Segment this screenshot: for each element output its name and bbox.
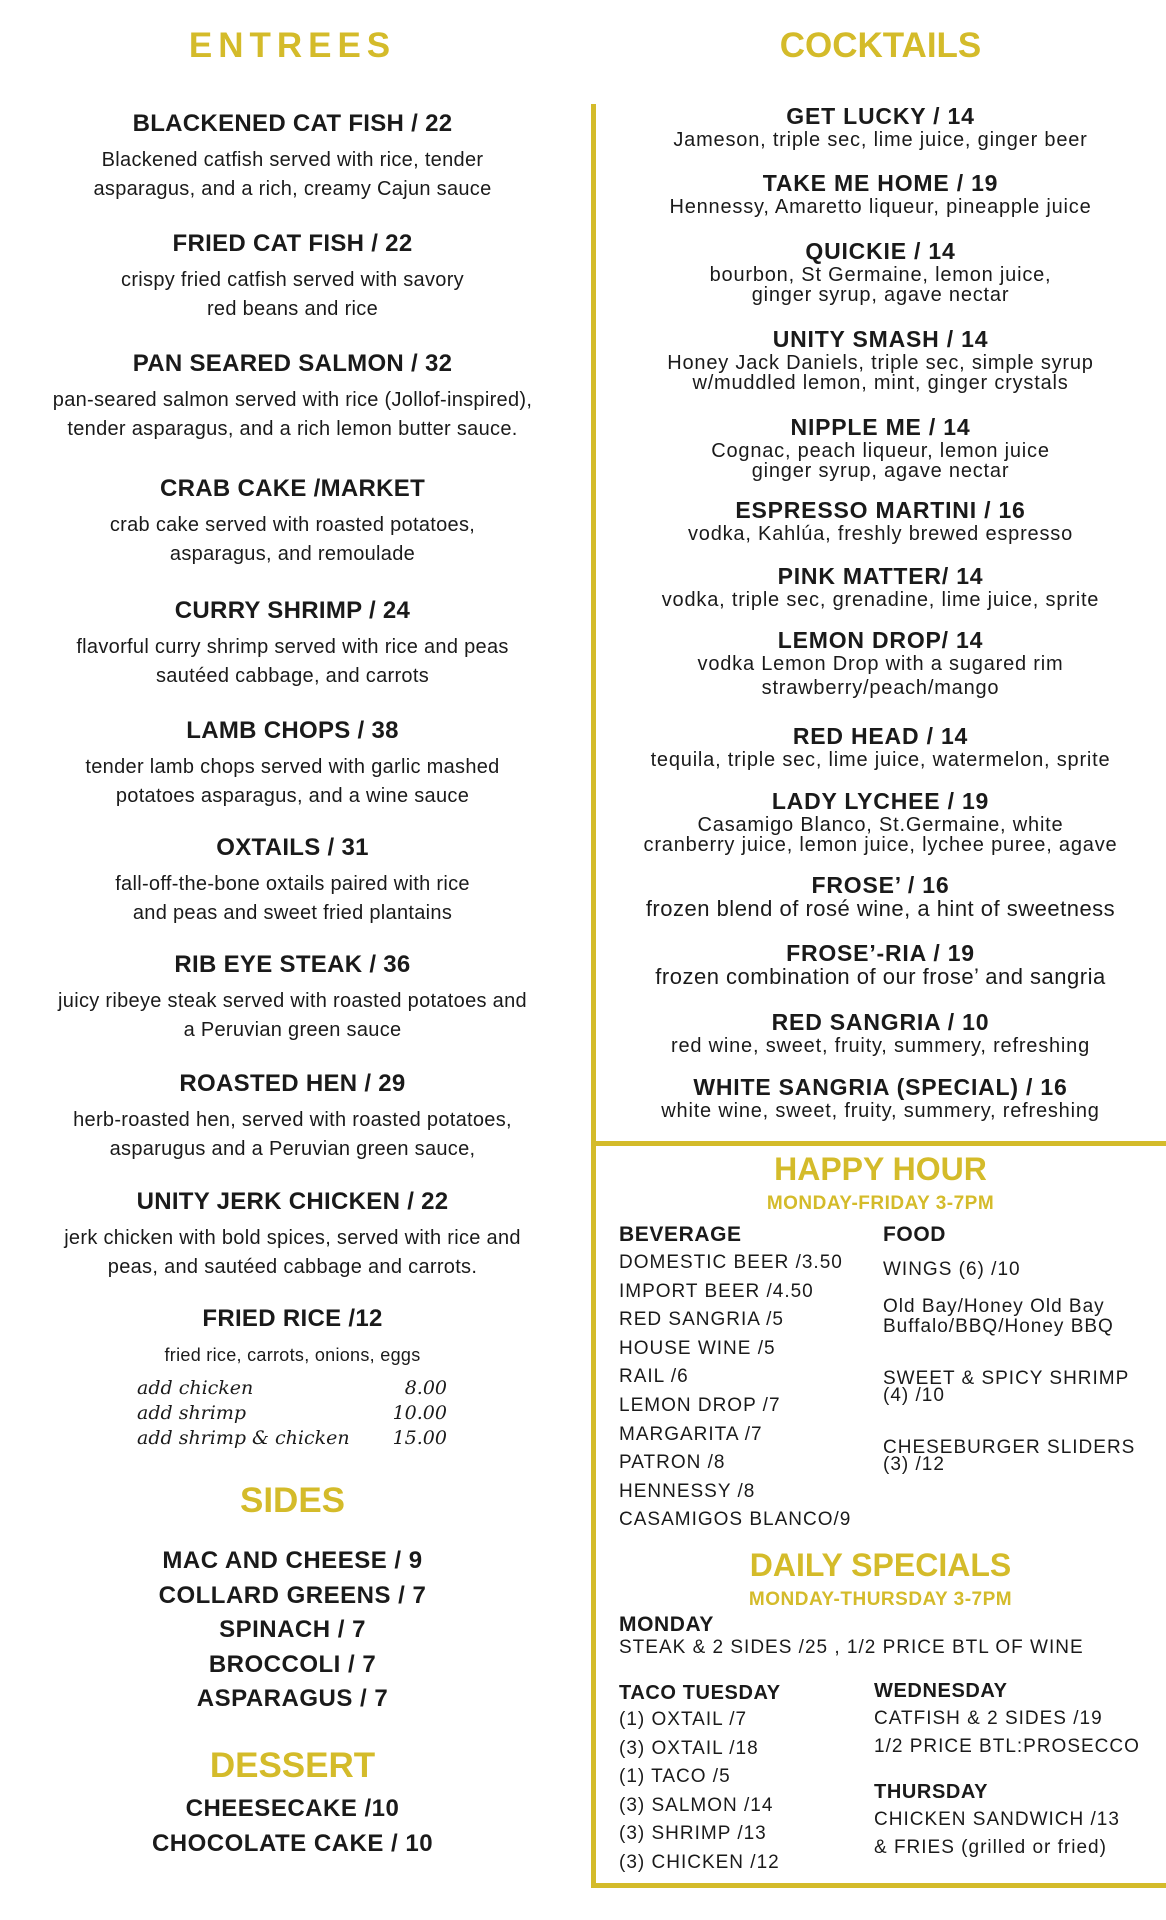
- cocktail-name: FROSE’ / 16: [811, 872, 950, 898]
- addon-row: add chicken 8.00: [137, 1377, 447, 1399]
- entree-name: CRAB CAKE /MARKET: [159, 475, 426, 502]
- sides-title: SIDES: [239, 1481, 346, 1520]
- monday-heading: MONDAY: [619, 1613, 715, 1636]
- cocktail-description: red wine, sweet, fruity, summery, refreshing: [670, 1035, 1091, 1057]
- taco-tuesday-item: (3) OXTAIL /18: [619, 1737, 759, 1759]
- cocktail-description: cranberry juice, lemon juice, lychee puree, agave: [643, 834, 1118, 856]
- food-item: Old Bay/Honey Old Bay: [883, 1296, 1105, 1317]
- cocktail-description: ginger syrup, agave nectar: [751, 460, 1010, 482]
- cocktail-description: w/muddled lemon, mint, ginger crystals: [692, 372, 1069, 394]
- entree-description: asparagus, and remoulade: [169, 543, 416, 565]
- taco-tuesday-item: (3) SHRIMP /13: [619, 1823, 767, 1845]
- entree-description: sautéed cabbage, and carrots: [155, 665, 430, 687]
- dessert-item: CHEESECAKE /10: [185, 1795, 400, 1822]
- beverage-item: IMPORT BEER /4.50: [619, 1280, 814, 1302]
- cocktail-description: Honey Jack Daniels, triple sec, simple syrup: [667, 352, 1094, 374]
- entree-description: asparagus, and a rich, creamy Cajun sauce: [93, 178, 492, 200]
- addon-row: add shrimp & chicken 15.00: [137, 1427, 447, 1449]
- dessert-item: CHOCOLATE CAKE / 10: [151, 1830, 434, 1857]
- cocktail-name: UNITY SMASH / 14: [772, 326, 989, 352]
- entree-name: OXTAILS / 31: [216, 834, 369, 861]
- beverage-item: PATRON /8: [619, 1452, 726, 1474]
- entree-description: and peas and sweet fried plantains: [132, 902, 453, 924]
- addon-row: add shrimp 10.00: [137, 1402, 447, 1424]
- cocktail-name: RED SANGRIA / 10: [771, 1009, 990, 1035]
- wednesday-heading: WEDNESDAY: [874, 1680, 1008, 1702]
- entree-description: tender asparagus, and a rich lemon butter sauce.: [67, 418, 518, 440]
- food-item: CHESEBURGER SLIDERS: [883, 1437, 1136, 1458]
- side-item: COLLARD GREENS / 7: [158, 1582, 427, 1609]
- daily-specials-subtitle: MONDAY-THURSDAY 3-7PM: [748, 1589, 1013, 1610]
- food-heading: FOOD: [883, 1223, 947, 1246]
- side-item: MAC AND CHEESE / 9: [162, 1547, 423, 1574]
- entree-description: peas, and sautéed cabbage and carrots.: [107, 1256, 478, 1278]
- cocktail-description: vodka, triple sec, grenadine, lime juice, sprite: [661, 589, 1100, 611]
- entree-name: PAN SEARED SALMON / 32: [132, 350, 453, 377]
- cocktail-name: PINK MATTER/ 14: [777, 563, 984, 589]
- cocktail-name: TAKE ME HOME / 19: [762, 170, 999, 196]
- wednesday-item: CATFISH & 2 SIDES /19: [874, 1708, 1103, 1729]
- entree-description: tender lamb chops served with garlic mashed: [85, 756, 500, 778]
- side-item: ASPARAGUS / 7: [196, 1685, 389, 1712]
- beverage-item: DOMESTIC BEER /3.50: [619, 1252, 843, 1273]
- entree-description: jerk chicken with bold spices, served with rice and: [64, 1227, 521, 1249]
- food-item: WINGS (6) /10: [883, 1259, 1021, 1280]
- taco-tuesday-item: (3) CHICKEN /12: [619, 1852, 780, 1873]
- cocktail-name: NIPPLE ME / 14: [790, 414, 971, 440]
- taco-tuesday-item: (1) OXTAIL /7: [619, 1709, 748, 1730]
- taco-tuesday-heading: TACO TUESDAY: [619, 1682, 781, 1704]
- food-item: Buffalo/BBQ/Honey BBQ: [883, 1316, 1114, 1337]
- entree-description: potatoes asparagus, and a wine sauce: [115, 785, 470, 807]
- thursday-item: CHICKEN SANDWICH /13: [874, 1809, 1120, 1830]
- entree-name: ROASTED HEN / 29: [179, 1070, 406, 1097]
- food-item: (3) /12: [883, 1454, 945, 1475]
- entree-name: CURRY SHRIMP / 24: [174, 597, 411, 624]
- entree-description: crispy fried catfish served with savory: [121, 269, 464, 291]
- entree-description: flavorful curry shrimp served with rice and peas: [76, 636, 509, 658]
- cocktail-description: strawberry/peach/mango: [761, 677, 1000, 699]
- entree-name: UNITY JERK CHICKEN / 22: [136, 1188, 449, 1215]
- entree-description: fried rice, carrots, onions, eggs: [164, 1345, 421, 1365]
- entree-description: herb-roasted hen, served with roasted potatoes,: [73, 1109, 512, 1131]
- entree-description: a Peruvian green sauce: [183, 1019, 402, 1041]
- entree-description: juicy ribeye steak served with roasted potatoes and: [58, 990, 527, 1012]
- cocktail-description: frozen combination of our frose’ and sangria: [655, 964, 1106, 989]
- food-item: SWEET & SPICY SHRIMP: [883, 1368, 1130, 1389]
- cocktails-title: COCKTAILS: [779, 26, 982, 65]
- cocktail-name: FROSE’-RIA / 19: [786, 940, 975, 966]
- cocktail-name: LADY LYCHEE / 19: [771, 788, 990, 814]
- side-item: SPINACH / 7: [219, 1616, 366, 1643]
- dessert-title: DESSERT: [209, 1746, 376, 1785]
- cocktail-name: GET LUCKY / 14: [786, 103, 975, 129]
- cocktail-name: WHITE SANGRIA (SPECIAL) / 16: [693, 1074, 1068, 1100]
- daily-specials-title: DAILY SPECIALS: [749, 1547, 1012, 1583]
- cocktail-description: Jameson, triple sec, lime juice, ginger beer: [673, 129, 1088, 151]
- cocktail-description: tequila, triple sec, lime juice, watermelon, sprite: [650, 749, 1111, 771]
- entree-description: asparugus and a Peruvian green sauce,: [109, 1138, 476, 1160]
- cocktail-name: QUICKIE / 14: [805, 238, 956, 264]
- cocktail-description: ginger syrup, agave nectar: [751, 284, 1010, 306]
- cocktail-description: frozen blend of rosé wine, a hint of sweetness: [645, 896, 1116, 921]
- thursday-heading: THURSDAY: [874, 1781, 989, 1803]
- taco-tuesday-item: (1) TACO /5: [619, 1766, 731, 1788]
- thursday-item: & FRIES (grilled or fried): [874, 1837, 1107, 1858]
- cocktail-description: Hennessy, Amaretto liqueur, pineapple juice: [669, 196, 1092, 218]
- entree-name: RIB EYE STEAK / 36: [174, 951, 411, 978]
- entree-description: pan-seared salmon served with rice (Jollof-inspired),: [52, 389, 533, 411]
- happy-hour-title: HAPPY HOUR: [774, 1151, 987, 1187]
- beverage-item: LEMON DROP /7: [619, 1395, 781, 1416]
- beverage-item: HENNESSY /8: [619, 1480, 756, 1502]
- beverage-item: HOUSE WINE /5: [619, 1337, 776, 1359]
- cocktail-description: white wine, sweet, fruity, summery, refreshing: [661, 1100, 1100, 1122]
- cocktail-name: ESPRESSO MARTINI / 16: [735, 497, 1026, 523]
- beverage-item: RAIL /6: [619, 1366, 689, 1388]
- cocktail-description: Cognac, peach liqueur, lemon juice: [711, 440, 1050, 462]
- cocktail-description: vodka Lemon Drop with a sugared rim: [697, 653, 1064, 675]
- entree-description: red beans and rice: [206, 298, 379, 320]
- cocktail-name: RED HEAD / 14: [792, 723, 969, 749]
- entree-name: FRIED CAT FISH / 22: [172, 230, 413, 257]
- frame-bottom-line: [591, 1883, 1166, 1888]
- entrees-title: ENTREES: [188, 26, 397, 65]
- happy-hour-subtitle: MONDAY-FRIDAY 3-7PM: [766, 1193, 995, 1214]
- taco-tuesday-item: (3) SALMON /14: [619, 1794, 774, 1816]
- side-item: BROCCOLI / 7: [208, 1651, 377, 1678]
- beverage-item: RED SANGRIA /5: [619, 1309, 784, 1331]
- entree-description: fall-off-the-bone oxtails paired with rice: [115, 873, 470, 895]
- food-item: (4) /10: [883, 1385, 945, 1406]
- beverage-heading: BEVERAGE: [619, 1223, 742, 1246]
- cocktail-description: Casamigo Blanco, St.Germaine, white: [697, 814, 1064, 836]
- cocktail-name: LEMON DROP/ 14: [777, 627, 984, 653]
- beverage-item: MARGARITA /7: [619, 1423, 763, 1445]
- entree-name: FRIED RICE /12: [202, 1305, 383, 1332]
- frame-divider-line: [591, 1141, 1166, 1146]
- entree-description: crab cake served with roasted potatoes,: [109, 514, 476, 536]
- entree-name: LAMB CHOPS / 38: [186, 717, 399, 744]
- wednesday-item: 1/2 PRICE BTL:PROSECCO: [874, 1736, 1140, 1757]
- monday-special: STEAK & 2 SIDES /25 , 1/2 PRICE BTL OF WINE: [619, 1637, 1084, 1658]
- entree-name: BLACKENED CAT FISH / 22: [132, 110, 453, 137]
- cocktail-description: vodka, Kahlúa, freshly brewed espresso: [687, 523, 1074, 545]
- beverage-item: CASAMIGOS BLANCO/9: [619, 1509, 852, 1531]
- cocktail-description: bourbon, St Germaine, lemon juice,: [709, 264, 1052, 286]
- entree-description: Blackened catfish served with rice, tender: [101, 149, 484, 171]
